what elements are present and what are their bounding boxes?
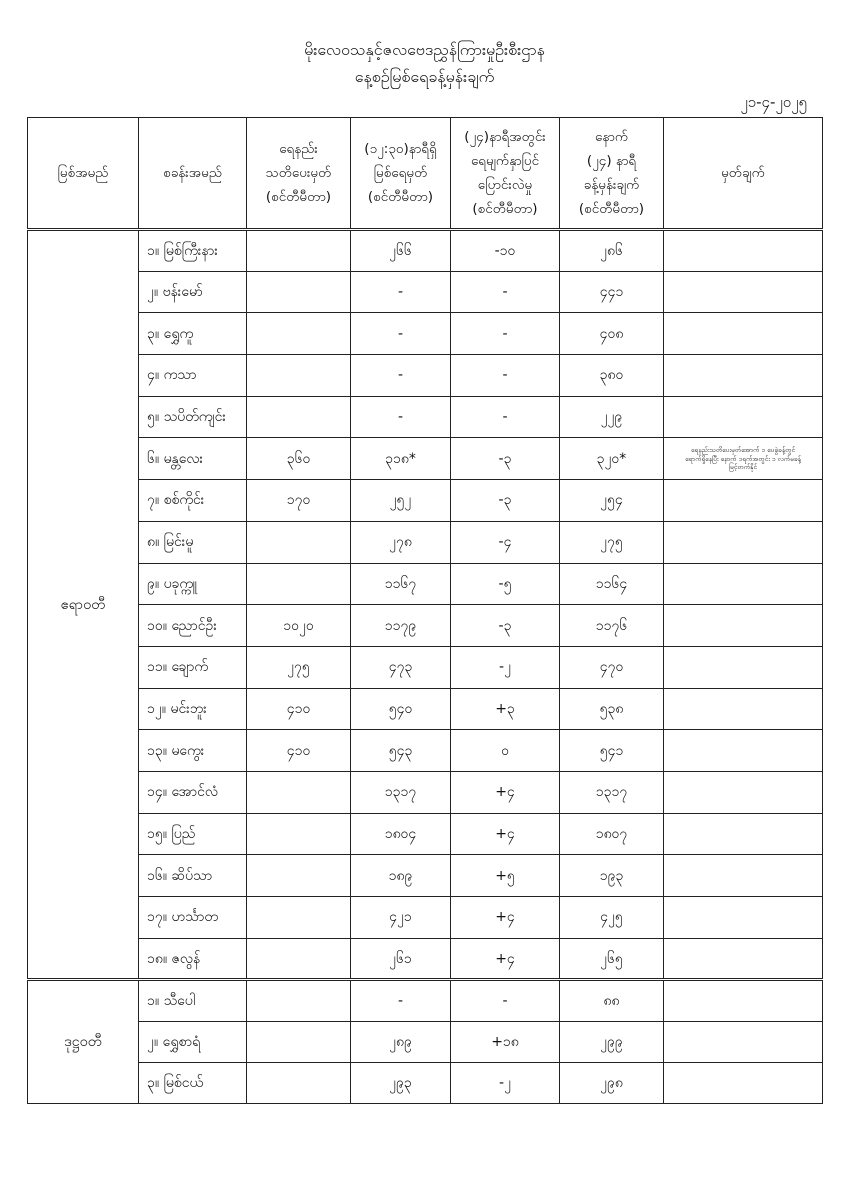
forecast-value: ၂၅၄ [560, 480, 664, 522]
station-row [28, 480, 823, 522]
low-warning-value [247, 938, 351, 980]
station-row [28, 563, 823, 605]
header-label-line: (စင်တီမီတာ) [578, 201, 645, 217]
change-value: -၃ [451, 480, 560, 522]
station-name: ၄။ ကသာ [139, 355, 247, 397]
change-value: - [451, 271, 560, 313]
station-row [28, 396, 823, 438]
change-value: -၁၀ [451, 230, 560, 272]
water-level-value: ၂၉၃ [351, 1062, 451, 1103]
change-value: ၀ [451, 730, 560, 772]
station-row [28, 813, 823, 855]
document-header [0, 36, 849, 90]
remark-line: ရေနည်းသတိပေးမှတ်အောက် ၁ ပေခွဲခန့်တွင် [690, 446, 795, 455]
low-warning-value [247, 855, 351, 897]
water-level-value: ၂၇၈ [351, 521, 451, 563]
change-value: +၄ [451, 938, 560, 980]
water-level-value: ၁၈၉ [351, 855, 451, 897]
header-label-line: မြစ်ရေမှတ် [373, 165, 428, 181]
remark-cell [664, 1062, 823, 1103]
remark-cell [664, 605, 823, 647]
station-row [28, 771, 823, 813]
remark-cell [664, 1021, 823, 1062]
station-name: ၁၆။ ဆိပ်သာ [139, 855, 247, 897]
header-label-line: ခန့်မှန်းချက် [583, 177, 640, 193]
header-low-warning [247, 118, 351, 230]
remark-cell [664, 688, 823, 730]
header-label-line: (စင်တီမီတာ) [472, 201, 538, 217]
station-row [28, 230, 823, 272]
header-river [28, 118, 139, 230]
station-name: ၁၁။ ချောက် [139, 646, 247, 688]
forecast-value: ၅၄၁ [560, 730, 664, 772]
forecast-value: ၃၈၀ [560, 355, 664, 397]
header-label: မှတ်ချက် [721, 165, 765, 181]
station-row [28, 271, 823, 313]
remark-cell [664, 230, 823, 272]
remark-cell [664, 271, 823, 313]
change-value: -၃ [451, 438, 560, 480]
change-value: +၃ [451, 688, 560, 730]
change-value: - [451, 396, 560, 438]
change-value: -၂ [451, 1062, 560, 1103]
forecast-value: ၁၁၆၄ [560, 563, 664, 605]
change-value: +၄ [451, 897, 560, 939]
station-row [28, 938, 823, 980]
low-warning-value [247, 813, 351, 855]
water-level-value: ၃၁၈* [351, 438, 451, 480]
header-label-line: နောက် [594, 129, 629, 145]
station-row [28, 313, 823, 355]
station-name: ၂။ ဗန်းမော် [139, 271, 247, 313]
forecast-value: ၂၉၈ [560, 1062, 664, 1103]
water-level-value: - [351, 355, 451, 397]
low-warning-value: ၁၀၂၀ [247, 605, 351, 647]
river-name: ဒုဋ္ဌဝတီ [28, 980, 139, 1104]
river-group [28, 230, 823, 980]
station-name: ၈။ မြင်းမူ [139, 521, 247, 563]
station-name: ၁၃။ မကွေး [139, 730, 247, 772]
forecast-value: ၂၇၅ [560, 521, 664, 563]
remark-line: ရောက်ရှိနေပြီး နောက် ၁ရက်အတွင်း ၁ လက်မခန့် [685, 454, 801, 463]
station-name: ၇။ စစ်ကိုင်း [139, 480, 247, 522]
forecast-value: ၂၆၅ [560, 938, 664, 980]
station-name: ၂။ ရွှေစာရံ [139, 1021, 247, 1062]
forecast-value: ၄၂၅ [560, 897, 664, 939]
station-row [28, 646, 823, 688]
forecast-value: ၃၂၀* [560, 438, 664, 480]
header-row [28, 118, 823, 230]
header-label: စခန်းအမည် [163, 165, 222, 181]
station-name: ၁။ မြစ်ကြီးနား [139, 230, 247, 272]
change-value: +၄ [451, 771, 560, 813]
station-name: ၁၂။ မင်းဘူး [139, 688, 247, 730]
low-warning-value [247, 355, 351, 397]
header-label-line: ပြောင်းလဲမှု [477, 177, 533, 193]
remark-cell [664, 897, 823, 939]
station-row [28, 438, 823, 480]
low-warning-value: ၃၆၀ [247, 438, 351, 480]
remark-cell [664, 730, 823, 772]
header-label-line: (၂၄)နာရီအတွင်း [464, 129, 546, 145]
water-level-value: ၂၈၉ [351, 1021, 451, 1062]
forecast-value: ၄၇၀ [560, 646, 664, 688]
change-value: -၃ [451, 605, 560, 647]
station-row [28, 605, 823, 647]
low-warning-value [247, 1021, 351, 1062]
forecast-value: ၄၀၈ [560, 313, 664, 355]
forecast-value: ၁၃၁၇ [560, 771, 664, 813]
low-warning-value [247, 897, 351, 939]
station-row [28, 855, 823, 897]
low-warning-value: ၂၇၅ [247, 646, 351, 688]
low-warning-value [247, 771, 351, 813]
river-name: ဧရာဝတီ [28, 230, 139, 980]
forecast-value: ၄၄၁ [560, 271, 664, 313]
forecast-value: ၁၁၇၆ [560, 605, 664, 647]
change-value: -၂ [451, 646, 560, 688]
water-level-value: ၂၆၆ [351, 230, 451, 272]
station-row [28, 355, 823, 397]
remark-cell [664, 396, 823, 438]
low-warning-value [247, 271, 351, 313]
water-level-value: ၁၁၇၉ [351, 605, 451, 647]
low-warning-value [247, 980, 351, 1021]
report-date: ၂၁-၄-၂၀၂၅ [740, 93, 807, 111]
header-water-level [351, 118, 451, 230]
water-level-value: ၂၅၂ [351, 480, 451, 522]
remark-cell [664, 355, 823, 397]
low-warning-value: ၄၁၀ [247, 730, 351, 772]
water-level-value: - [351, 396, 451, 438]
station-name: ၁၀။ ညောင်ဦး [139, 605, 247, 647]
water-level-value: ၅၄၃ [351, 730, 451, 772]
header-label-line: (၂၄) နာရီ [586, 153, 637, 169]
table-header [28, 118, 823, 230]
header-label-line: ရေမျက်နှာပြင် [470, 153, 540, 169]
department-title: မိုးလေဝသနှင့်ဇလဗေဒညွှန်ကြားမှုဦးစီးဌာန [304, 40, 545, 59]
water-level-value: ၂၆၁ [351, 938, 451, 980]
water-level-value: - [351, 313, 451, 355]
remark-cell [664, 938, 823, 980]
station-name: ၁၇။ ဟင်္သာတ [139, 897, 247, 939]
remark-cell [664, 813, 823, 855]
station-row [28, 730, 823, 772]
forecast-value: ၁၉၃ [560, 855, 664, 897]
change-value: +၁၈ [451, 1021, 560, 1062]
forecast-value: ၂၈၆ [560, 230, 664, 272]
header-label-line: သတိပေးမှတ် [265, 165, 332, 181]
remark-cell [664, 771, 823, 813]
station-name: ၉။ ပခုက္ကူ [139, 563, 247, 605]
station-row [28, 897, 823, 939]
header-label: မြစ်အမည် [57, 165, 109, 181]
station-name: ၆။ မန္တလေး [139, 438, 247, 480]
remark-cell [664, 563, 823, 605]
station-row [28, 521, 823, 563]
low-warning-value: ၁၇၀ [247, 480, 351, 522]
station-name: ၁၈။ ဇလွန် [139, 938, 247, 980]
change-value: +၄ [451, 813, 560, 855]
change-value: - [451, 355, 560, 397]
low-warning-value [247, 563, 351, 605]
remark-line: မြင့်တက်နိုင် [728, 463, 758, 472]
station-name: ၁၅။ ပြည် [139, 813, 247, 855]
river-forecast-table [27, 117, 823, 1104]
report-title: နေ့စဉ်မြစ်ရေခန့်မှန်းချက် [354, 67, 495, 86]
forecast-value: ၅၃၈ [560, 688, 664, 730]
forecast-value: ၂၉၉ [560, 1021, 664, 1062]
forecast-value: ၈၈ [560, 980, 664, 1021]
water-level-value: ၅၄၀ [351, 688, 451, 730]
water-level-value: ၄၇၃ [351, 646, 451, 688]
station-name: ၁၄။ အောင်လံ [139, 771, 247, 813]
forecast-value: ၁၈၀၇ [560, 813, 664, 855]
water-level-value: - [351, 980, 451, 1021]
remark-cell [664, 646, 823, 688]
change-value: +၅ [451, 855, 560, 897]
remark-cell [664, 521, 823, 563]
change-value: - [451, 313, 560, 355]
water-level-value: ၁၈၀၄ [351, 813, 451, 855]
forecast-value: ၂၂၉ [560, 396, 664, 438]
change-value: -၅ [451, 563, 560, 605]
remark-cell [664, 480, 823, 522]
low-warning-value: ၄၁၀ [247, 688, 351, 730]
water-level-value: - [351, 271, 451, 313]
header-station [139, 118, 247, 230]
remark-cell [664, 313, 823, 355]
station-row [28, 1021, 823, 1062]
station-row [28, 688, 823, 730]
remark-cell [664, 855, 823, 897]
header-remark [664, 118, 823, 230]
low-warning-value [247, 1062, 351, 1103]
header-forecast [560, 118, 664, 230]
station-name: ၁။ သီပေါ [139, 980, 247, 1021]
remark-cell [664, 980, 823, 1021]
header-change [451, 118, 560, 230]
station-row [28, 1062, 823, 1103]
change-value: -၄ [451, 521, 560, 563]
station-name: ၅။ သပိတ်ကျင်း [139, 396, 247, 438]
header-label-line: (စင်တီမီတာ) [265, 189, 332, 205]
station-name: ၃။ ရွှေကူ [139, 313, 247, 355]
river-group [28, 980, 823, 1104]
water-level-value: ၄၂၁ [351, 897, 451, 939]
station-row [28, 980, 823, 1021]
remark-cell [664, 438, 823, 480]
low-warning-value [247, 313, 351, 355]
header-label-line: (စင်တီမီတာ) [367, 189, 434, 205]
water-level-value: ၁၁၆၇ [351, 563, 451, 605]
change-value: - [451, 980, 560, 1021]
low-warning-value [247, 521, 351, 563]
station-name: ၃။ မြစ်ငယ် [139, 1062, 247, 1103]
header-label-line: ရေနည်း [279, 141, 318, 157]
header-label-line: (၁၂:၃၀)နာရီရှိ [364, 141, 437, 157]
water-level-value: ၁၃၁၇ [351, 771, 451, 813]
low-warning-value [247, 396, 351, 438]
low-warning-value [247, 230, 351, 272]
